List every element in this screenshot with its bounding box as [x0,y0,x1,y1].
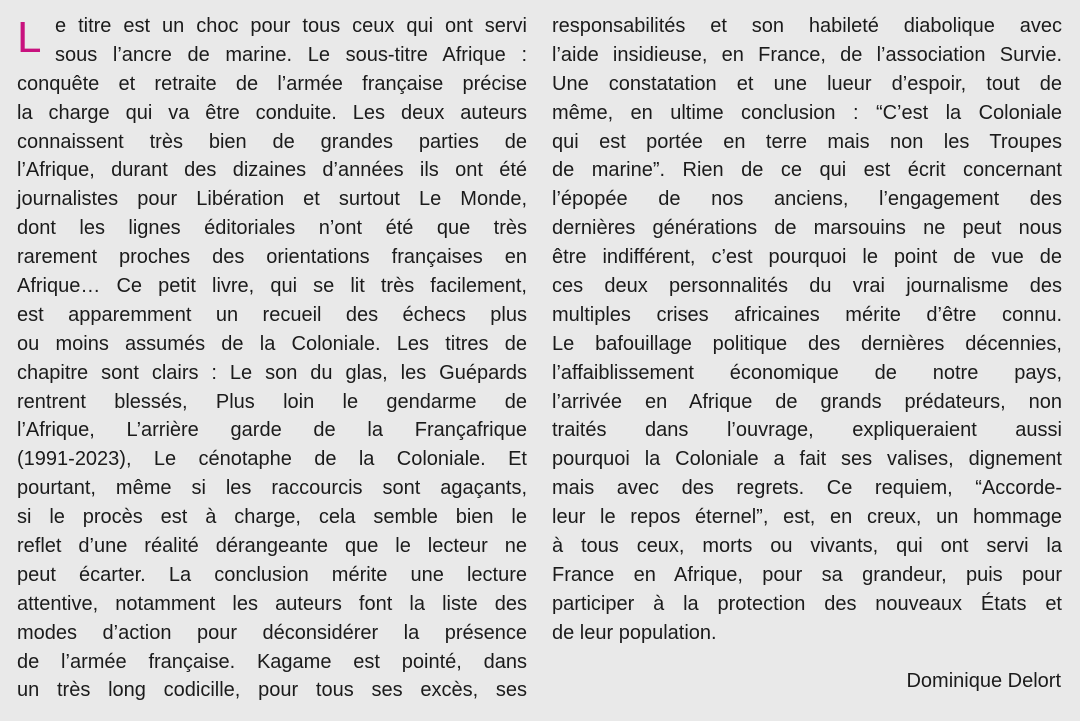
right-column [552,12,1062,648]
text-line: sous l’ancre de marine. Le sous-titre Afrique : [55,43,527,66]
text-line: traités dans l’ouvrage, expliqueraient aussi [552,419,1062,442]
text-line: même, en ultime conclusion : “C’est la Coloniale [552,101,1062,124]
text-line: journalistes pour Libération et surtout Le Monde, [17,188,527,211]
text-line: est apparemment un recueil des échecs plus [17,303,527,326]
text-line: être indifférent, c’est pourquoi le point de vue de [552,246,1062,269]
text-line: un très long codicille, pour tous ses excès, ses [17,679,527,702]
text-line: ces deux personnalités du vrai journalisme des [552,275,1062,298]
drop-cap: L [17,13,42,62]
left-column [17,12,527,705]
text-line: l’Afrique, durant des dizaines d’années ils ont été [17,159,527,182]
text-line: France en Afrique, pour sa grandeur, puis pour [552,563,1062,586]
author-signature: Dominique Delort [906,670,1061,692]
text-line: pourquoi la Coloniale a fait ses valises, dignement [552,448,1062,471]
text-line: peut écarter. La conclusion mérite une lecture [17,563,527,586]
text-line: Afrique… Ce petit livre, qui se lit très facilement, [17,275,527,298]
text-line: modes d’action pour déconsidérer la présence [17,621,527,644]
text-line: e titre est un choc pour tous ceux qui ont servi [55,15,527,37]
text-line: Une constatation et une lueur d’espoir, tout de [552,72,1062,95]
text-line: Le bafouillage politique des dernières décennies, [552,332,1062,355]
text-line: pourtant, même si les raccourcis sont agaçants, [17,477,527,500]
text-line: participer à la protection des nouveaux États et [552,592,1062,615]
text-line: mais avec des regrets. Ce requiem, “Accorde- [552,477,1062,500]
text-line: dernières générations de marsouins ne peut nous [552,217,1062,240]
text-line: de marine”. Rien de ce qui est écrit concernant [552,159,1062,182]
text-line: l’arrivée en Afrique de grands prédateurs, non [552,390,1062,413]
text-line: (1991-2023), Le cénotaphe de la Coloniale. Et [17,448,527,471]
text-line: de l’armée française. Kagame est pointé, dans [17,650,527,673]
text-line: chapitre sont clairs : Le son du glas, les Guépards [17,361,527,384]
text-line: qui est portée en terre mais non les Troupes [552,130,1062,153]
text-line: de leur population. [552,621,717,644]
text-line: dont les lignes éditoriales n’ont été que très [17,217,527,240]
text-line: ou moins assumés de la Coloniale. Les titres de [17,332,527,355]
text-line: multiples crises africaines mérite d’être connu. [552,303,1062,326]
text-line: l’aide insidieuse, en France, de l’association Survie. [552,43,1062,66]
text-line: responsabilités et son habileté diabolique avec [552,15,1062,37]
text-line: l’affaiblissement économique de notre pays, [552,361,1062,384]
text-line: leur le repos éternel”, est, en creux, un hommage [552,506,1062,529]
text-line: la charge qui va être conduite. Les deux auteurs [17,101,527,124]
text-line: si le procès est à charge, cela semble bien le [17,506,527,529]
text-line: rentrent blessés, Plus loin le gendarme de [17,390,527,413]
text-line: à tous ceux, morts ou vivants, qui ont servi la [552,535,1062,558]
text-line: attentive, notamment les auteurs font la liste des [17,592,527,615]
text-line: connaissent très bien de grandes parties de [17,130,527,153]
text-line: conquête et retraite de l’armée française précise [17,72,527,95]
text-line: l’Afrique, L’arrière garde de la Françafrique [17,419,527,442]
text-line: rarement proches des orientations françaises en [17,246,527,269]
text-line: l’épopée de nos anciens, l’engagement des [552,188,1062,211]
text-line: reflet d’une réalité dérangeante que le lecteur ne [17,535,527,558]
